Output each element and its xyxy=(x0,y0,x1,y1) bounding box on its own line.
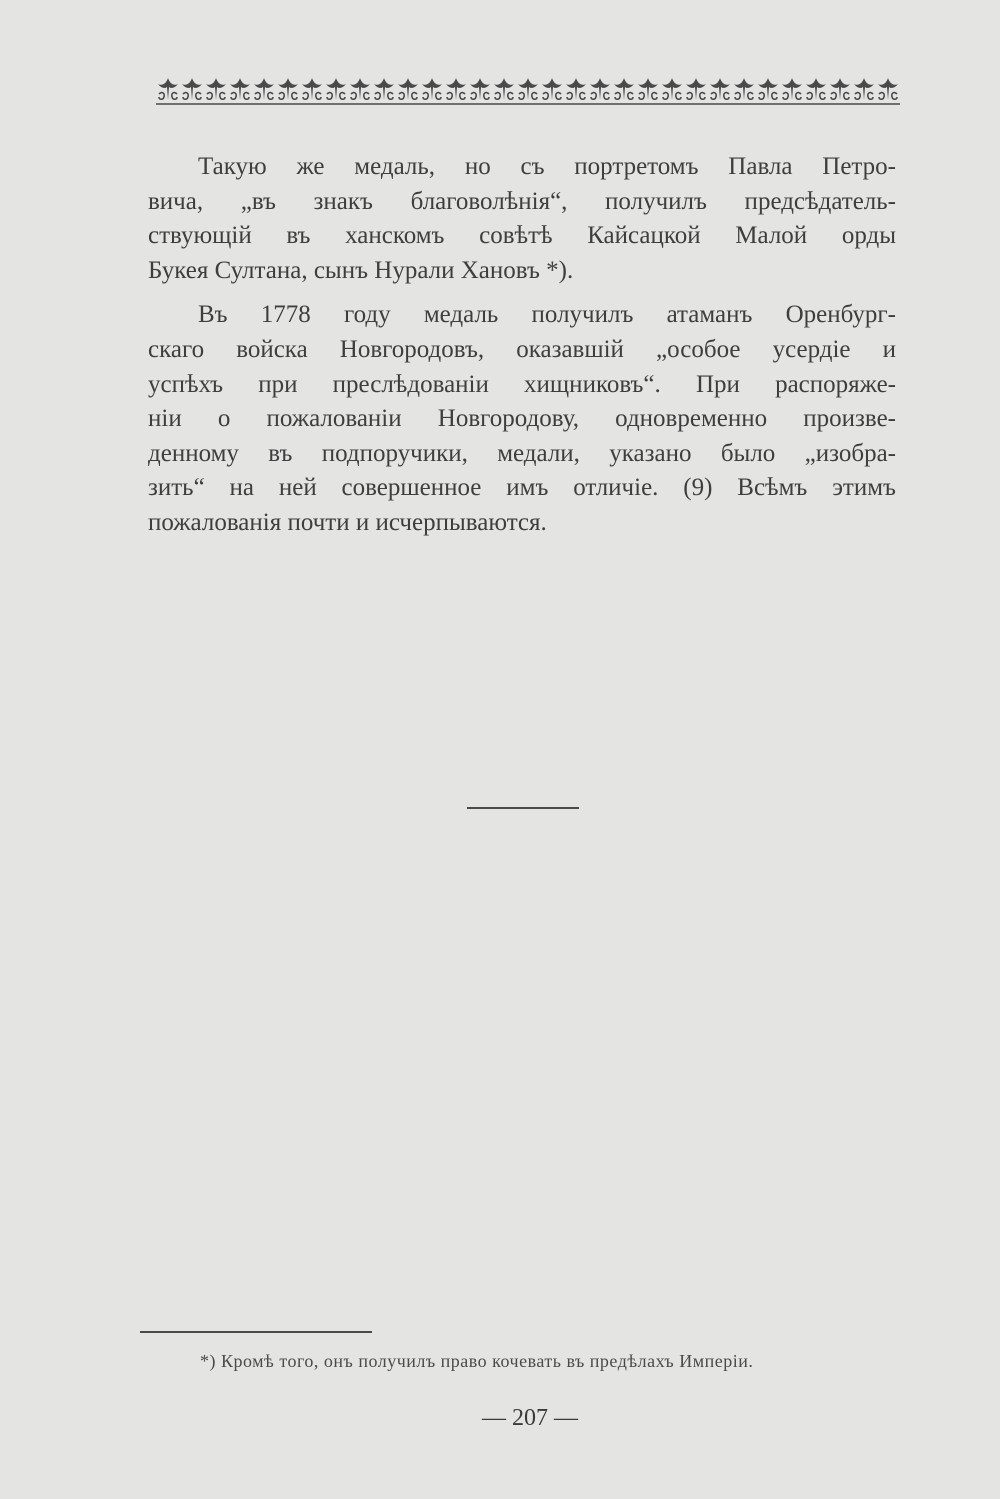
ornament-motif xyxy=(372,78,396,104)
text-line: пожалованія почти и исчерпываются. xyxy=(148,508,547,536)
ornament-motif xyxy=(756,78,780,104)
text-line: Въ 1778 году медаль получилъ атаманъ Оренбург- xyxy=(198,301,896,329)
ornament-motif xyxy=(636,78,660,104)
ornament-motif xyxy=(324,78,348,104)
page-number: — 207 — xyxy=(482,1405,578,1431)
footnote: *) Кромѣ того, онъ получилъ право кочевать въ предѣлахъ Имперіи. xyxy=(200,1351,754,1371)
paragraph-2 xyxy=(148,298,896,540)
ornament-motif xyxy=(732,78,756,104)
footnote-divider xyxy=(140,1331,372,1333)
ornament-motif xyxy=(804,78,828,104)
section-divider xyxy=(467,807,579,809)
floral-border-ornament-icon xyxy=(152,72,904,106)
ornament-motif xyxy=(228,78,252,104)
main-text xyxy=(148,150,896,551)
ornament-motif xyxy=(564,78,588,104)
text-line: ніи о пожалованіи Новгородову, одновременно произве- xyxy=(148,405,896,433)
ornament-motif xyxy=(540,78,564,104)
ornament-motif xyxy=(828,78,852,104)
ornament-motif xyxy=(612,78,636,104)
text-line: денному въ подпоручики, медали, указано было „изобра- xyxy=(148,439,896,467)
text-line: скаго войска Новгородовъ, оказавшій „особое усердіе и xyxy=(148,335,896,363)
ornament-motif xyxy=(276,78,300,104)
ornament-motif xyxy=(492,78,516,104)
ornament-motif xyxy=(684,78,708,104)
ornament-motif xyxy=(780,78,804,104)
text-line: успѣхъ при преслѣдованіи хищниковъ“. При распоряже- xyxy=(148,370,896,398)
ornament-motif xyxy=(588,78,612,104)
text-line: ствующій въ ханскомъ совѣтѣ Кайсацкой Малой орды xyxy=(148,222,896,250)
paragraph-1 xyxy=(148,150,896,288)
ornament-motif xyxy=(300,78,324,104)
ornament-motif xyxy=(852,78,876,104)
ornament-motif xyxy=(204,78,228,104)
text-line: вича, „въ знакъ благоволѣнія“, получилъ предсѣдатель- xyxy=(148,187,896,215)
text-line: Букея Султана, сынъ Нурали Хановъ *). xyxy=(148,256,574,284)
ornament-motif xyxy=(420,78,444,104)
ornament-motif xyxy=(156,78,180,104)
ornament-motif xyxy=(252,78,276,104)
ornament-motif xyxy=(396,78,420,104)
text-line: Такую же медаль, но съ портретомъ Павла Петро- xyxy=(198,153,896,180)
text-line: зить“ на ней совершенное имъ отличіе. (9) Всѣмъ этимъ xyxy=(148,474,896,502)
ornament-motif xyxy=(444,78,468,104)
ornament-motif xyxy=(660,78,684,104)
ornament-motif xyxy=(180,78,204,104)
ornament-motif xyxy=(708,78,732,104)
ornament-motif xyxy=(348,78,372,104)
ornament-motif xyxy=(876,78,900,104)
ornament-motif xyxy=(516,78,540,104)
ornament-motif xyxy=(468,78,492,104)
